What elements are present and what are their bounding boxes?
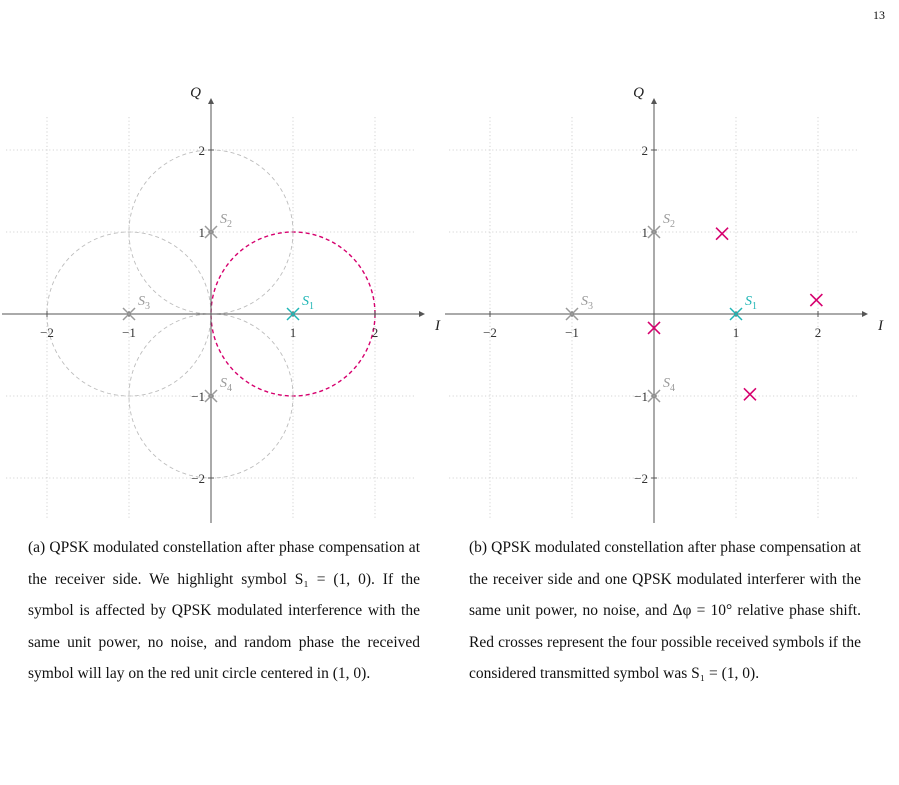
caption-b-text-3: . xyxy=(755,665,760,682)
caption-b-math-1: Δφ = 10° xyxy=(672,602,733,619)
y-tick-label: −1 xyxy=(634,389,648,404)
page-number: 13 xyxy=(873,8,885,22)
caption-a-math-2: (1, 0) xyxy=(332,665,367,682)
y-tick-label: 1 xyxy=(641,225,648,240)
symbol-label-s3: $S_3$ xyxy=(138,294,150,312)
y-tick-label: −2 xyxy=(191,471,205,486)
caption-b-text-2: relative phase shift. Red crosses represent the four possible received symbols if the considered transmitted symbol was xyxy=(469,602,861,682)
y-tick-label: −1 xyxy=(191,389,205,404)
caption-a-math-1: S₁ = (1, 0) xyxy=(294,570,372,588)
y-axis-label: Q xyxy=(633,85,644,101)
symbol-label-s2: $S_2$ xyxy=(220,212,232,230)
caption-a xyxy=(28,532,420,690)
received-symbol-marker xyxy=(810,294,822,306)
symbol-label-s4: $S_4$ xyxy=(663,376,675,394)
x-tick-label: −2 xyxy=(40,325,54,340)
caption-a-text-3: . xyxy=(366,665,371,682)
caption-b-math-2: S₁ = (1, 0) xyxy=(691,665,756,682)
received-symbol-marker xyxy=(744,388,756,400)
y-tick-label: 2 xyxy=(641,143,648,158)
x-tick-label: −1 xyxy=(122,325,136,340)
caption-a-text-1: (a) QPSK modulated constellation after phase compensation at the receiver side. We highlight symbol xyxy=(28,539,420,588)
x-tick-label: 1 xyxy=(289,325,297,340)
x-tick-label: 2 xyxy=(371,325,379,340)
caption-b xyxy=(469,532,861,690)
x-axis-label: I xyxy=(878,318,883,334)
caption-a-text-2: . If the symbol is affected by QPSK modulated interference with the same unit power, no noise, and random phase the received symbol will lay on the red unit circle centered in xyxy=(28,570,420,682)
x-tick-label: 1 xyxy=(732,325,740,340)
symbol-label-s2: $S_2$ xyxy=(663,212,675,230)
symbol-label-s1: $S_1$ xyxy=(745,294,757,312)
x-axis-arrow xyxy=(862,311,868,317)
caption-b-text-1: (b) QPSK modulated constellation after phase compensation at the receiver side and one QPSK modulated interferer with the same unit power, no noise, and xyxy=(469,539,861,619)
y-tick-label: −2 xyxy=(634,471,648,486)
x-tick-label: 2 xyxy=(814,325,822,340)
x-tick-label: −1 xyxy=(565,325,579,340)
symbol-label-s1: $S_1$ xyxy=(302,294,314,312)
y-tick-label: 2 xyxy=(198,143,205,158)
x-tick-label: −2 xyxy=(483,325,497,340)
symbol-label-s4: $S_4$ xyxy=(220,376,232,394)
y-tick-label: 1 xyxy=(198,225,205,240)
received-symbol-marker xyxy=(716,228,728,240)
x-axis-label: I xyxy=(435,318,440,334)
y-axis-arrow xyxy=(651,98,657,104)
symbol-label-s3: $S_3$ xyxy=(581,294,593,312)
y-axis-label: Q xyxy=(190,85,201,101)
